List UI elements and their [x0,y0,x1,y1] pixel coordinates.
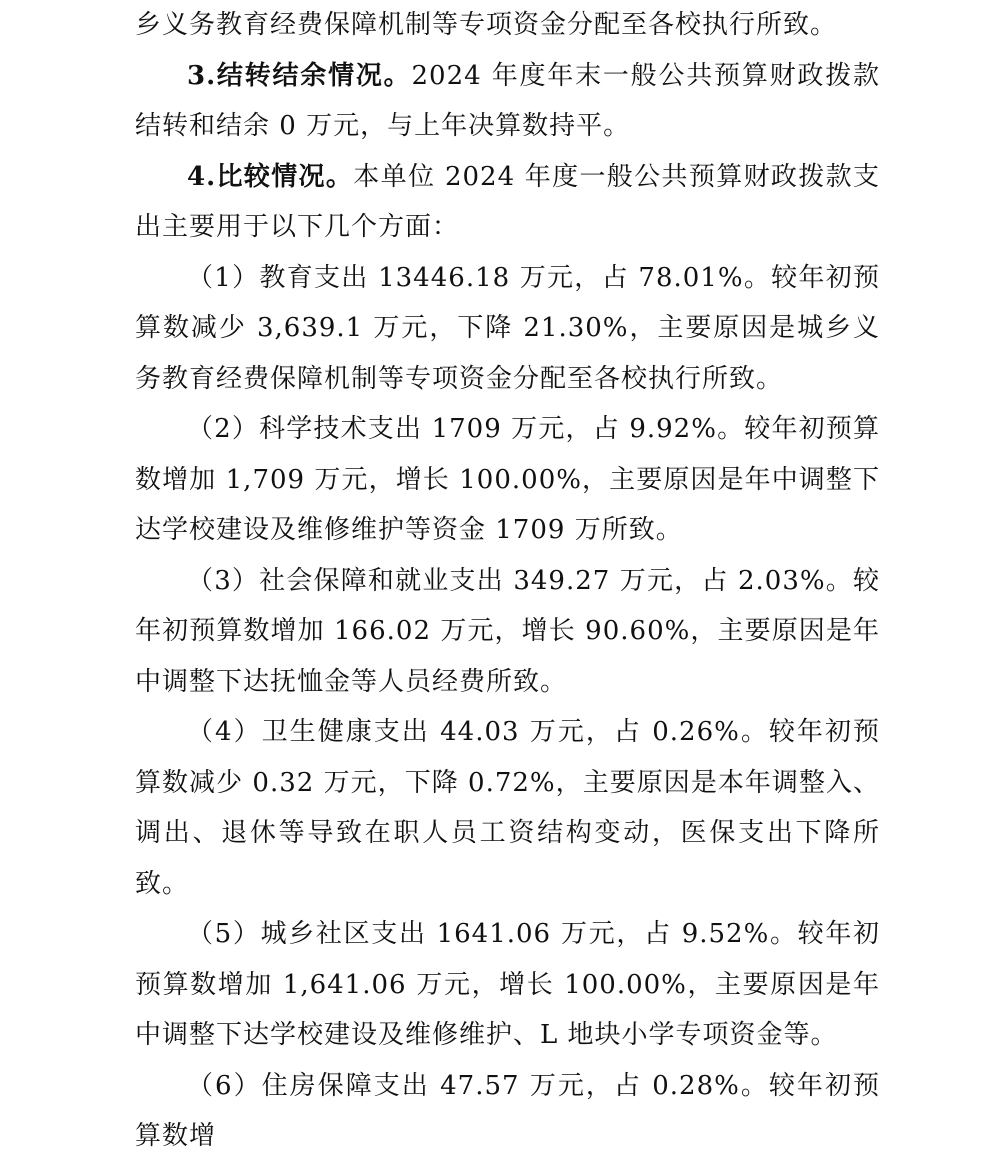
document-page [135,0,880,1162]
paragraph-text: 2024 年度年末一般公共预算财政拨款结转和结余 0 万元，与上年决算数持平。 [135,60,880,141]
paragraph-item-urban-rural [135,909,880,1061]
paragraph-text: （2）科学技术支出 1709 万元，占 9.92%。较年初预算数增加 1,709 万元，增长 100.00%，主要原因是年中调整下达学校建设及维修维护等资金 1709 万所致。 [135,414,880,545]
paragraph-text: 本单位 2024 年度一般公共预算财政拨款支出主要用于以下几个方面： [135,161,880,242]
paragraph-item-social-security [135,556,880,708]
paragraph-heading: 3.结转结余情况。 [187,60,412,91]
paragraph-text: （5）城乡社区支出 1641.06 万元，占 9.52%。较年初预算数增加 1,641.06 万元，增长 100.00%，主要原因是年中调整下达学校建设及维修维护、L 地块小学专项资金等。 [135,919,880,1050]
paragraph-text: （6）住房保障支出 47.57 万元，占 0.28%。较年初预算数增 [135,1070,880,1151]
paragraph-carryover-balance [135,51,880,152]
paragraph-text: （1）教育支出 13446.18 万元，占 78.01%。较年初预算数减少 3,639.1 万元，下降 21.30%，主要原因是城乡义务教育经费保障机制等专项资金分配至各校执行所致。 [135,262,880,394]
paragraph-comparison [135,152,880,253]
paragraph-item-science [135,404,880,556]
paragraph-text: （4）卫生健康支出 44.03 万元，占 0.26%。较年初预算数减少 0.32 万元，下降 0.72%，主要原因是本年调整入、调出、退休等导致在职人员工资结构变动，医保支出下降所致。 [135,717,880,899]
paragraph-item-education [135,253,880,405]
paragraph-continuation [135,0,880,51]
paragraph-heading: 4.比较情况。 [187,161,354,192]
paragraph-text: 乡义务教育经费保障机制等专项资金分配至各校执行所致。 [135,10,838,40]
paragraph-text: （3）社会保障和就业支出 349.27 万元，占 2.03%。较年初预算数增加 166.02 万元，增长 90.60%，主要原因是年中调整下达抚恤金等人员经费所致。 [135,565,880,697]
paragraph-item-health [135,707,880,909]
paragraph-item-housing [135,1061,880,1162]
